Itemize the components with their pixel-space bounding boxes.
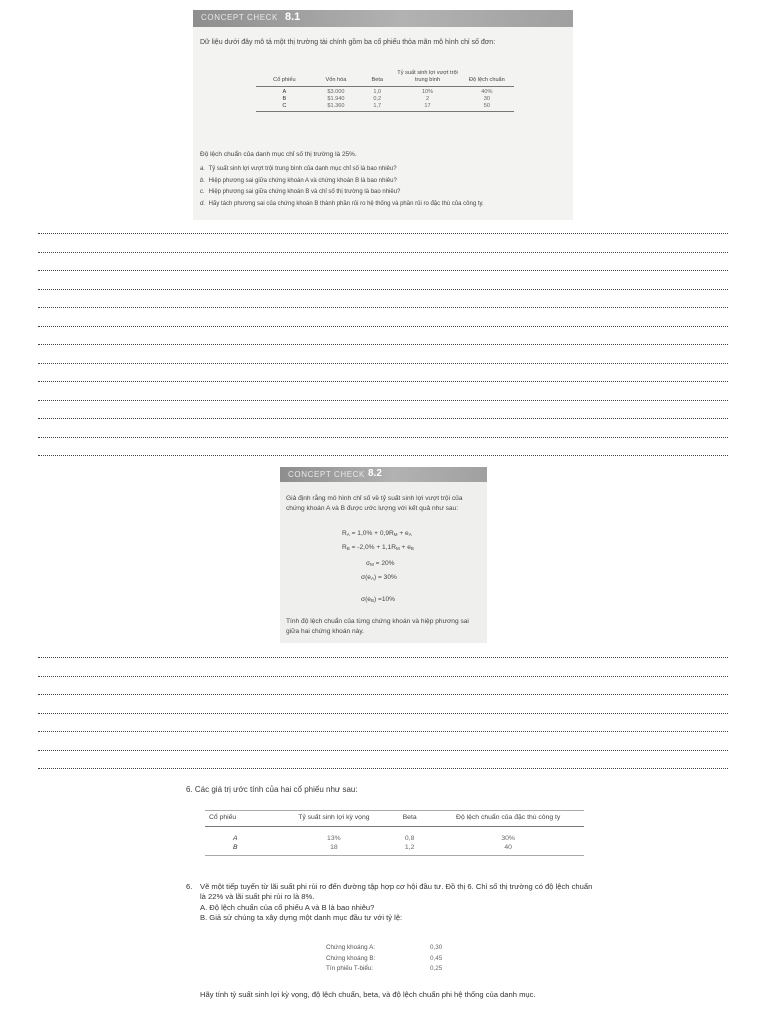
concept-check-number: 8.1 bbox=[285, 11, 301, 23]
table-cell: 40 bbox=[432, 843, 584, 856]
equation-rb: $R_B = -2,0\% + 1,1R_M + e_B$ bbox=[342, 544, 414, 551]
answer-lines-2 bbox=[38, 657, 728, 772]
concept-check-header bbox=[193, 10, 573, 27]
table-cell: 50 bbox=[460, 102, 514, 111]
problem-intro: Dữ liệu dưới đây mô tả một thị trường tài chính gồm ba cổ phiếu thỏa mãn mô hình chỉ số đơn: bbox=[200, 39, 496, 46]
equation-ra: $R_A = 1,0\% + 0,9R_M + e_A$ bbox=[342, 530, 412, 537]
question-list bbox=[200, 166, 484, 212]
table-cell: 2 bbox=[425, 95, 430, 102]
answer-line[interactable] bbox=[38, 418, 728, 419]
question-item bbox=[200, 189, 484, 201]
col-header-mean-excess-return: Tỷ suất sinh lợi vượt trội trung bình bbox=[395, 70, 460, 86]
col-header-firm-specific-std: Độ lệch chuẩn của đặc thù công ty bbox=[432, 811, 584, 827]
equation-sigma-m: $\sigma_M = 20\%$ bbox=[366, 560, 395, 567]
weight-name: Tín phiếu T-biểu: bbox=[326, 965, 374, 972]
table-row bbox=[205, 843, 584, 856]
concept-check-number: 8.2 bbox=[368, 468, 382, 479]
problem-intro: Giả định rằng mô hình chỉ số về tỷ suất sinh lợi vượt trội của chứng khoán A và B được ước lượng với kết quả như sau: bbox=[286, 495, 463, 512]
table-cell: C bbox=[256, 102, 313, 111]
answer-lines-1 bbox=[38, 233, 728, 463]
problem-6-closing-question: Hãy tính tỷ suất sinh lợi kỳ vọng, độ lệch chuẩn, beta, và độ lệch chuẩn phi hệ thống của danh mục. bbox=[200, 990, 536, 999]
question-letter: b. bbox=[200, 177, 206, 184]
table-cell: 17 bbox=[395, 102, 460, 111]
market-std-note: Độ lệch chuẩn của danh mục chỉ số thị trường là 25%. bbox=[200, 151, 357, 158]
answer-line[interactable] bbox=[38, 437, 728, 438]
table-cell: 30% bbox=[501, 835, 515, 842]
question-item bbox=[200, 178, 484, 190]
table-header-row bbox=[205, 811, 584, 827]
weight-name: Chứng khoáng A: bbox=[326, 944, 376, 951]
answer-line[interactable] bbox=[38, 363, 728, 364]
weight-value: 0,45 bbox=[430, 954, 443, 962]
question-text: Tỷ suất sinh lợi vượt trội trung bình của danh mục chỉ số là bao nhiêu? bbox=[208, 166, 397, 172]
col-header-std-dev: Độ lệch chuẩn bbox=[460, 70, 514, 86]
col-header-beta: Beta bbox=[387, 811, 432, 827]
weight-value: 0,30 bbox=[430, 944, 443, 951]
question-letter: c. bbox=[200, 189, 205, 195]
col-header-expected-return: Tỷ suất sinh lợi kỳ vọng bbox=[281, 811, 387, 827]
table-cell: B bbox=[205, 843, 281, 856]
answer-line[interactable] bbox=[38, 657, 728, 658]
question-item bbox=[200, 166, 484, 178]
answer-line[interactable] bbox=[38, 233, 728, 234]
weight-row bbox=[326, 944, 446, 955]
answer-line[interactable] bbox=[38, 289, 728, 290]
col-header-stock: Cổ phiếu bbox=[256, 70, 313, 86]
table-cell: 0,2 bbox=[373, 95, 382, 102]
table-cell: 18 bbox=[281, 843, 387, 856]
col-header-beta: Beta bbox=[359, 70, 395, 86]
table-cell: 1,2 bbox=[387, 843, 432, 856]
answer-line[interactable] bbox=[38, 252, 728, 253]
question-letter: d. bbox=[200, 200, 206, 207]
concept-check-label: CONCEPT CHECK bbox=[201, 13, 278, 22]
table-cell: 0,8 bbox=[404, 835, 415, 842]
table-cell: $1.360 bbox=[313, 102, 359, 111]
answer-line[interactable] bbox=[38, 400, 728, 401]
col-header-stock: Cổ phiếu bbox=[205, 811, 281, 827]
col-header-market-cap: Vốn hóa bbox=[313, 70, 359, 86]
question-item bbox=[200, 201, 484, 213]
concept-check-header bbox=[280, 467, 487, 482]
problem-number: 6. bbox=[186, 882, 193, 891]
answer-line[interactable] bbox=[38, 694, 728, 695]
weight-row bbox=[326, 965, 446, 976]
two-stock-estimates-table bbox=[205, 810, 584, 856]
equation-sigma-eb: $\sigma(e_B) =10\%$ bbox=[361, 596, 396, 603]
answer-line[interactable] bbox=[38, 381, 728, 382]
answer-line[interactable] bbox=[38, 307, 728, 308]
table-cell: $1.940 bbox=[327, 95, 345, 102]
table-cell: A bbox=[282, 88, 287, 95]
problem-6-body bbox=[186, 882, 596, 924]
table-header-row bbox=[256, 70, 514, 86]
weight-value: 0,25 bbox=[430, 965, 443, 972]
concept-check-8-2 bbox=[280, 467, 487, 643]
table-cell: A bbox=[233, 835, 238, 842]
table-cell: 1,0 bbox=[373, 88, 382, 95]
answer-line[interactable] bbox=[38, 326, 728, 327]
answer-line[interactable] bbox=[38, 344, 728, 345]
portfolio-weights bbox=[326, 944, 446, 976]
table-cell: $3.000 bbox=[327, 88, 345, 95]
weight-row bbox=[326, 955, 446, 966]
concept-check-8-1 bbox=[193, 10, 573, 220]
question-text: Hiệp phương sai giữa chứng khoán A và chứng khoán B là bao nhiêu? bbox=[208, 177, 397, 184]
answer-line[interactable] bbox=[38, 676, 728, 677]
table-row bbox=[205, 827, 584, 844]
question-text: Hiệp phương sai giữa chứng khoán B và chỉ số thị trường là bao nhiêu? bbox=[208, 189, 401, 195]
answer-line[interactable] bbox=[38, 768, 728, 769]
weight-name: Chứng khoáng B: bbox=[326, 954, 376, 962]
answer-line[interactable] bbox=[38, 731, 728, 732]
table-row bbox=[256, 95, 514, 102]
concept-check-label: CONCEPT CHECK bbox=[288, 470, 365, 479]
table-cell: 10% bbox=[421, 88, 434, 95]
table-row bbox=[256, 86, 514, 95]
question-text: Hãy tách phương sai của chứng khoán B thành phần rủi ro hệ thống và phần rủi ro đặc thù của công ty. bbox=[208, 200, 484, 207]
answer-line[interactable] bbox=[38, 455, 728, 456]
equation-sigma-ea: $\sigma(e_A) = 30\%$ bbox=[361, 574, 397, 581]
table-cell: 13% bbox=[327, 835, 341, 842]
table-cell: 1,7 bbox=[359, 102, 395, 111]
table-cell: 30 bbox=[483, 95, 491, 102]
answer-line[interactable] bbox=[38, 750, 728, 751]
table-row bbox=[256, 102, 514, 111]
question-a: A. Độ lệch chuẩn của cổ phiếu A và B là bao nhiêu? bbox=[200, 902, 375, 912]
answer-line[interactable] bbox=[38, 270, 728, 271]
question-letter: a. bbox=[200, 166, 206, 172]
table-cell: 40% bbox=[481, 88, 493, 95]
answer-line[interactable] bbox=[38, 713, 728, 714]
problem-question: Tính độ lệch chuẩn của từng chứng khoán và hiệp phương sai giữa hai chứng khoán này. bbox=[286, 618, 469, 635]
table-cell: B bbox=[282, 95, 287, 102]
problem-6-title: 6. Các giá trị ước tính của hai cổ phiếu như sau: bbox=[186, 785, 358, 794]
stock-data-table bbox=[256, 70, 514, 112]
question-b: B. Giả sử chúng ta xây dựng một danh mục đầu tư với tỷ lệ: bbox=[200, 913, 403, 923]
problem-text: Vẽ một tiếp tuyến từ lãi suất phi rủi ro đến đường tập hợp cơ hội đầu tư. Đồ thị 6. Chỉ số thị trường có độ lệch chuẩn là 22% và lãi suất phi rủi ro là 8%. bbox=[200, 882, 593, 902]
